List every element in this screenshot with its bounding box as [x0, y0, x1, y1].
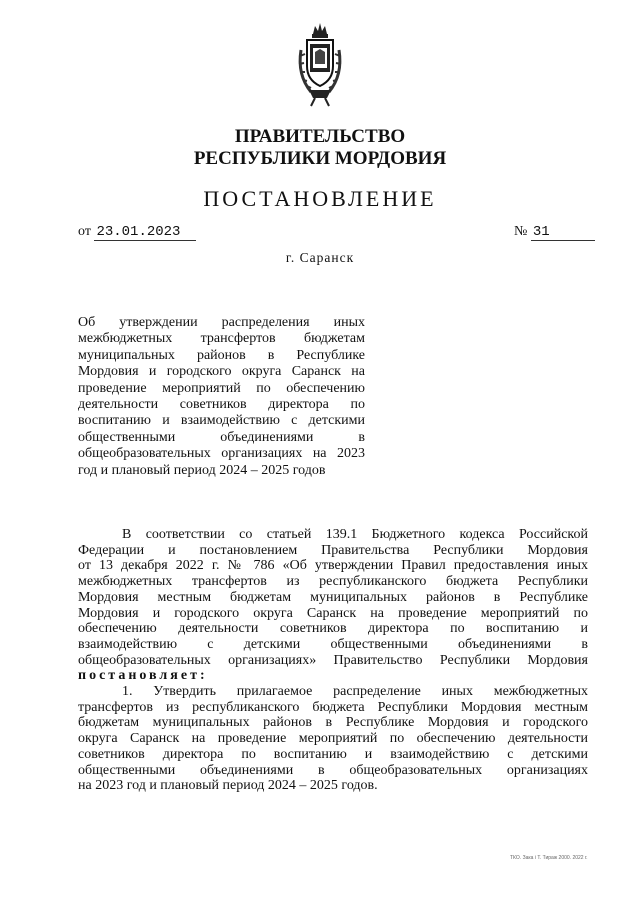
body-line: трансфертов из республиканского бюджета Республики Мордовия местным	[78, 699, 588, 715]
subject-line: общественными объединениями в	[78, 429, 365, 445]
body-line: обеспечению деятельности советников директора по воспитанию и	[78, 621, 588, 637]
body-line: 1. Утвердить прилагаемое распределение иных межбюджетных	[122, 684, 588, 700]
number-field	[514, 224, 595, 241]
subject-line: Мордовия и городского округа Саранск на	[78, 364, 365, 380]
subject-line: воспитанию и взаимодействию с детскими	[78, 413, 365, 429]
date-prefix: от	[78, 224, 91, 239]
date-value: 23.01.2023	[94, 224, 196, 241]
subject-line: год и плановый период 2024 – 2025 годов	[78, 462, 326, 478]
resolution-keyword: постановляет:	[78, 668, 208, 684]
body-line: округа Саранск на проведение мероприятий по обеспечению деятельности	[78, 731, 588, 747]
subject-line: межбюджетных трансфертов бюджетам	[78, 331, 365, 347]
body-line: советников директора по воспитанию и взаимодействию с детскими	[78, 746, 588, 762]
body-line: взаимодействию с детскими общественными объединениями в	[78, 636, 588, 652]
subject-line: проведение мероприятий по обеспечению	[78, 380, 365, 396]
body-line: общественными объединениями в общеобразовательных организациях	[78, 762, 588, 778]
subject-block	[78, 315, 365, 479]
org-name-line2: РЕСПУБЛИКИ МОРДОВИЯ	[193, 148, 447, 169]
body-line: Мордовия и городского округа Саранск на проведение мероприятий по	[78, 605, 588, 621]
subject-line: муниципальных районов в Республике	[78, 347, 365, 363]
body-line: В соответствии со статьей 139.1 Бюджетного кодекса Российской	[122, 527, 588, 542]
document-type: ПОСТАНОВЛЕНИЕ	[203, 186, 437, 211]
body-line: Федерации и постановлением Правительства Республики Мордовия	[78, 542, 588, 558]
coat-of-arms-icon	[293, 20, 347, 108]
body-line: на 2023 год и плановый период 2024 – 2025 годов.	[78, 778, 378, 794]
print-footer: ТКО. Зака і Т. Тираж 2000. 2022 г.	[510, 855, 588, 861]
city: г. Саранск	[285, 250, 355, 265]
number-value: 31	[531, 224, 595, 241]
number-prefix: №	[514, 224, 528, 239]
body-line: Мордовия местным бюджетам муниципальных районов в Республике	[78, 589, 588, 605]
body-text	[78, 527, 588, 794]
subject-line: деятельности советников директора по	[78, 397, 365, 413]
body-line: общеобразовательных организациях» Правительство Республики Мордовия	[78, 652, 588, 668]
subject-line: Об утверждении распределения иных	[78, 315, 365, 330]
body-line: бюджетам муниципальных районов в Республике Мордовия и городского	[78, 715, 588, 731]
subject-line: общеобразовательных организациях на 2023	[78, 446, 365, 462]
body-line: межбюджетных трансфертов из республиканского бюджета Республики	[78, 574, 588, 590]
org-name-line1: ПРАВИТЕЛЬСТВО	[234, 126, 406, 147]
body-line: от 13 декабря 2022 г. № 786 «Об утверждении Правил предоставления иных	[78, 558, 588, 574]
date-field	[78, 224, 196, 241]
